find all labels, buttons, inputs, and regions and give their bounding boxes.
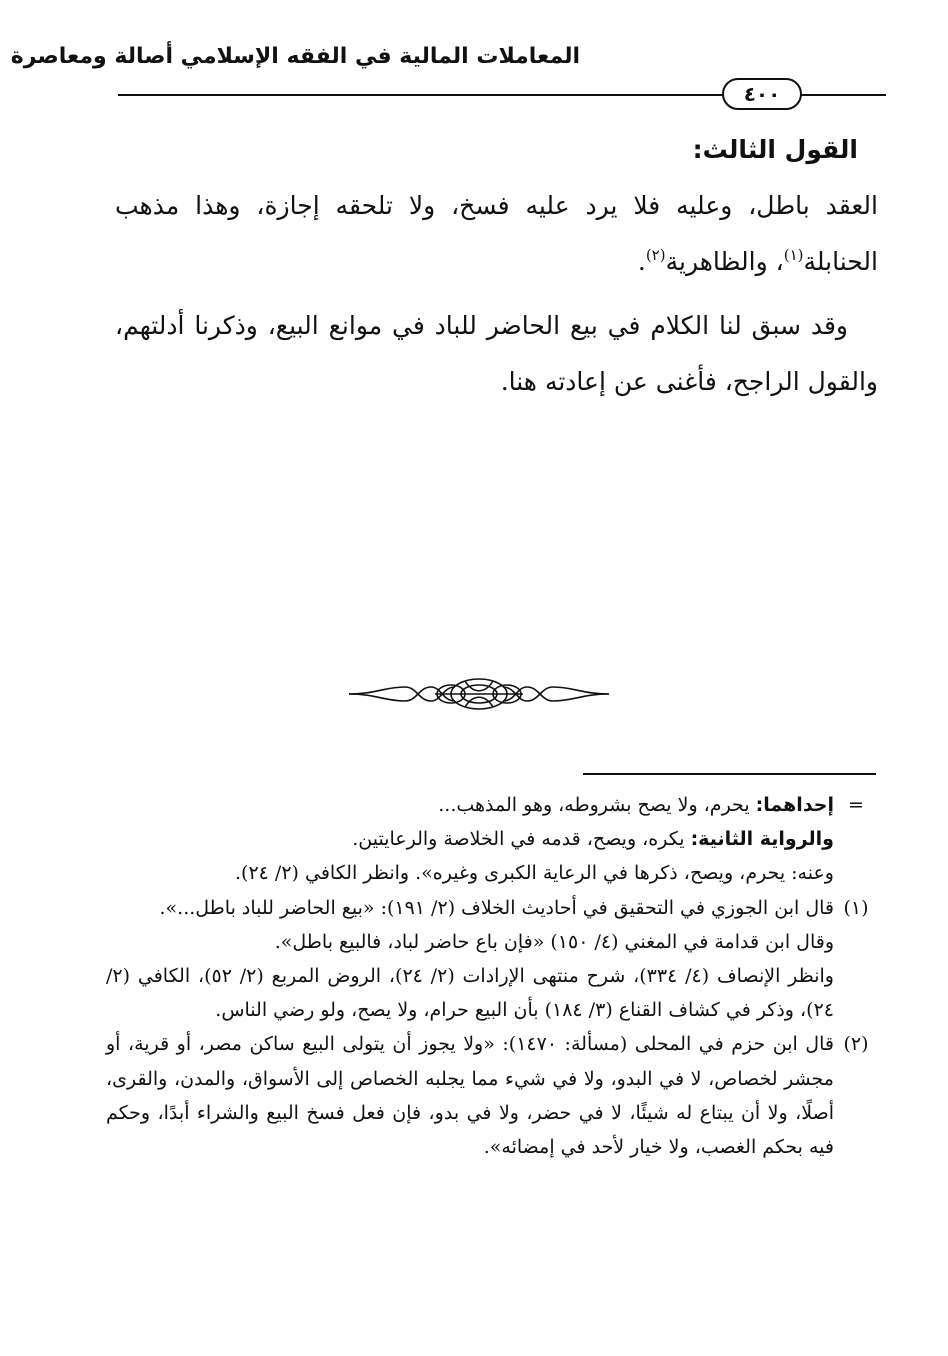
continuation-line-1-rest: يحرم، ولا يصح بشروطه، وهو المذهب... [438, 794, 756, 816]
continuation-marker: = [848, 794, 864, 816]
main-text [115, 135, 878, 410]
footnote-ref-2[interactable]: (٢) [645, 246, 666, 264]
paragraph-1-middle: ، والظاهرية [665, 247, 784, 276]
footnote-continuation [106, 788, 878, 891]
paragraph-1 [115, 178, 878, 290]
continuation-body [106, 788, 834, 891]
footnote-1-text-1: قال ابن الجوزي في التحقيق في أحاديث الخلاف (٢/ ١٩١): «بيع الحاضر للباد باطل...». [159, 896, 834, 919]
footnote-1 [106, 891, 878, 1028]
paragraph-1-end: . [637, 247, 646, 276]
footnote-2-text: قال ابن حزم في المحلى (مسألة: ١٤٧٠): «ولا يجوز أن يتولى البيع ساكن مصر، أو قرية، أو مجشر لخصاص، لا في البدو، ولا في شيء مما يجلبه الخصاص إلى الأسواق، والمدن، والقرى، أصلًا، ولا أن يبتاع له شيئًا، لا في حضر، ولا في بدو، فإن فعل فسخ البيع والشراء أبدًا، وحكم فيه بحكم الغصب، ولا خيار لأحد في إمضائه». [106, 1033, 834, 1159]
footnote-1-text-3: وانظر الإنصاف (٤/ ٣٣٤)، شرح منتهى الإرادات (٢/ ٢٤)، الروض المربع (٢/ ٥٢)، الكافي (٢/ ٢٤)، وذكر في كشاف القناع (٣/ ١٨٤) بأن البيع حرام، ولا يصح، ولو رضي الناس. [106, 965, 834, 1022]
footnote-1-body [106, 891, 834, 1028]
continuation-line-2 [106, 822, 834, 856]
continuation-line-3: وعنه: يحرم، ويصح، ذكرها في الرعاية الكبرى وغيره». وانظر الكافي (٢/ ٢٤). [234, 862, 834, 885]
paragraph-1-text: العقد باطل، وعليه فلا يرد عليه فسخ، ولا تلحقه إجازة، وهذا مذهب الحنابلة [115, 191, 878, 276]
footnote-ref-1[interactable]: (١) [783, 246, 804, 264]
footnote-separator [583, 773, 876, 775]
footnote-2-marker: (٢) [843, 1033, 869, 1056]
section-heading: القول الثالث: [692, 135, 858, 164]
page-number-badge [722, 78, 802, 110]
footnote-1-text-2: وقال ابن قدامة في المغني (٤/ ١٥٠) «فإن باع حاضر لباد، فالبيع باطل». [274, 930, 834, 953]
page-number: ٤٠٠ [743, 82, 781, 106]
continuation-line-1-lead: إحداهما: [755, 794, 834, 816]
decorative-ornament-divider [345, 675, 613, 713]
continuation-line-2-rest: يكره، ويصح، قدمه في الخلاصة والرعايتين. [352, 828, 691, 851]
continuation-line-1 [106, 788, 834, 822]
footnote-1-marker: (١) [843, 896, 869, 919]
footnote-2 [106, 1027, 878, 1164]
paragraph-2: وقد سبق لنا الكلام في بيع الحاضر للباد في موانع البيع، وذكرنا أدلتهم، والقول الراجح، فأغنى عن إعادته هنا. [115, 311, 878, 396]
continuation-line-2-lead: والرواية الثانية: [690, 828, 834, 851]
footnotes [106, 788, 878, 1164]
running-header-title: المعاملات المالية في الفقه الإسلامي أصالة ومعاصرة [10, 44, 580, 69]
